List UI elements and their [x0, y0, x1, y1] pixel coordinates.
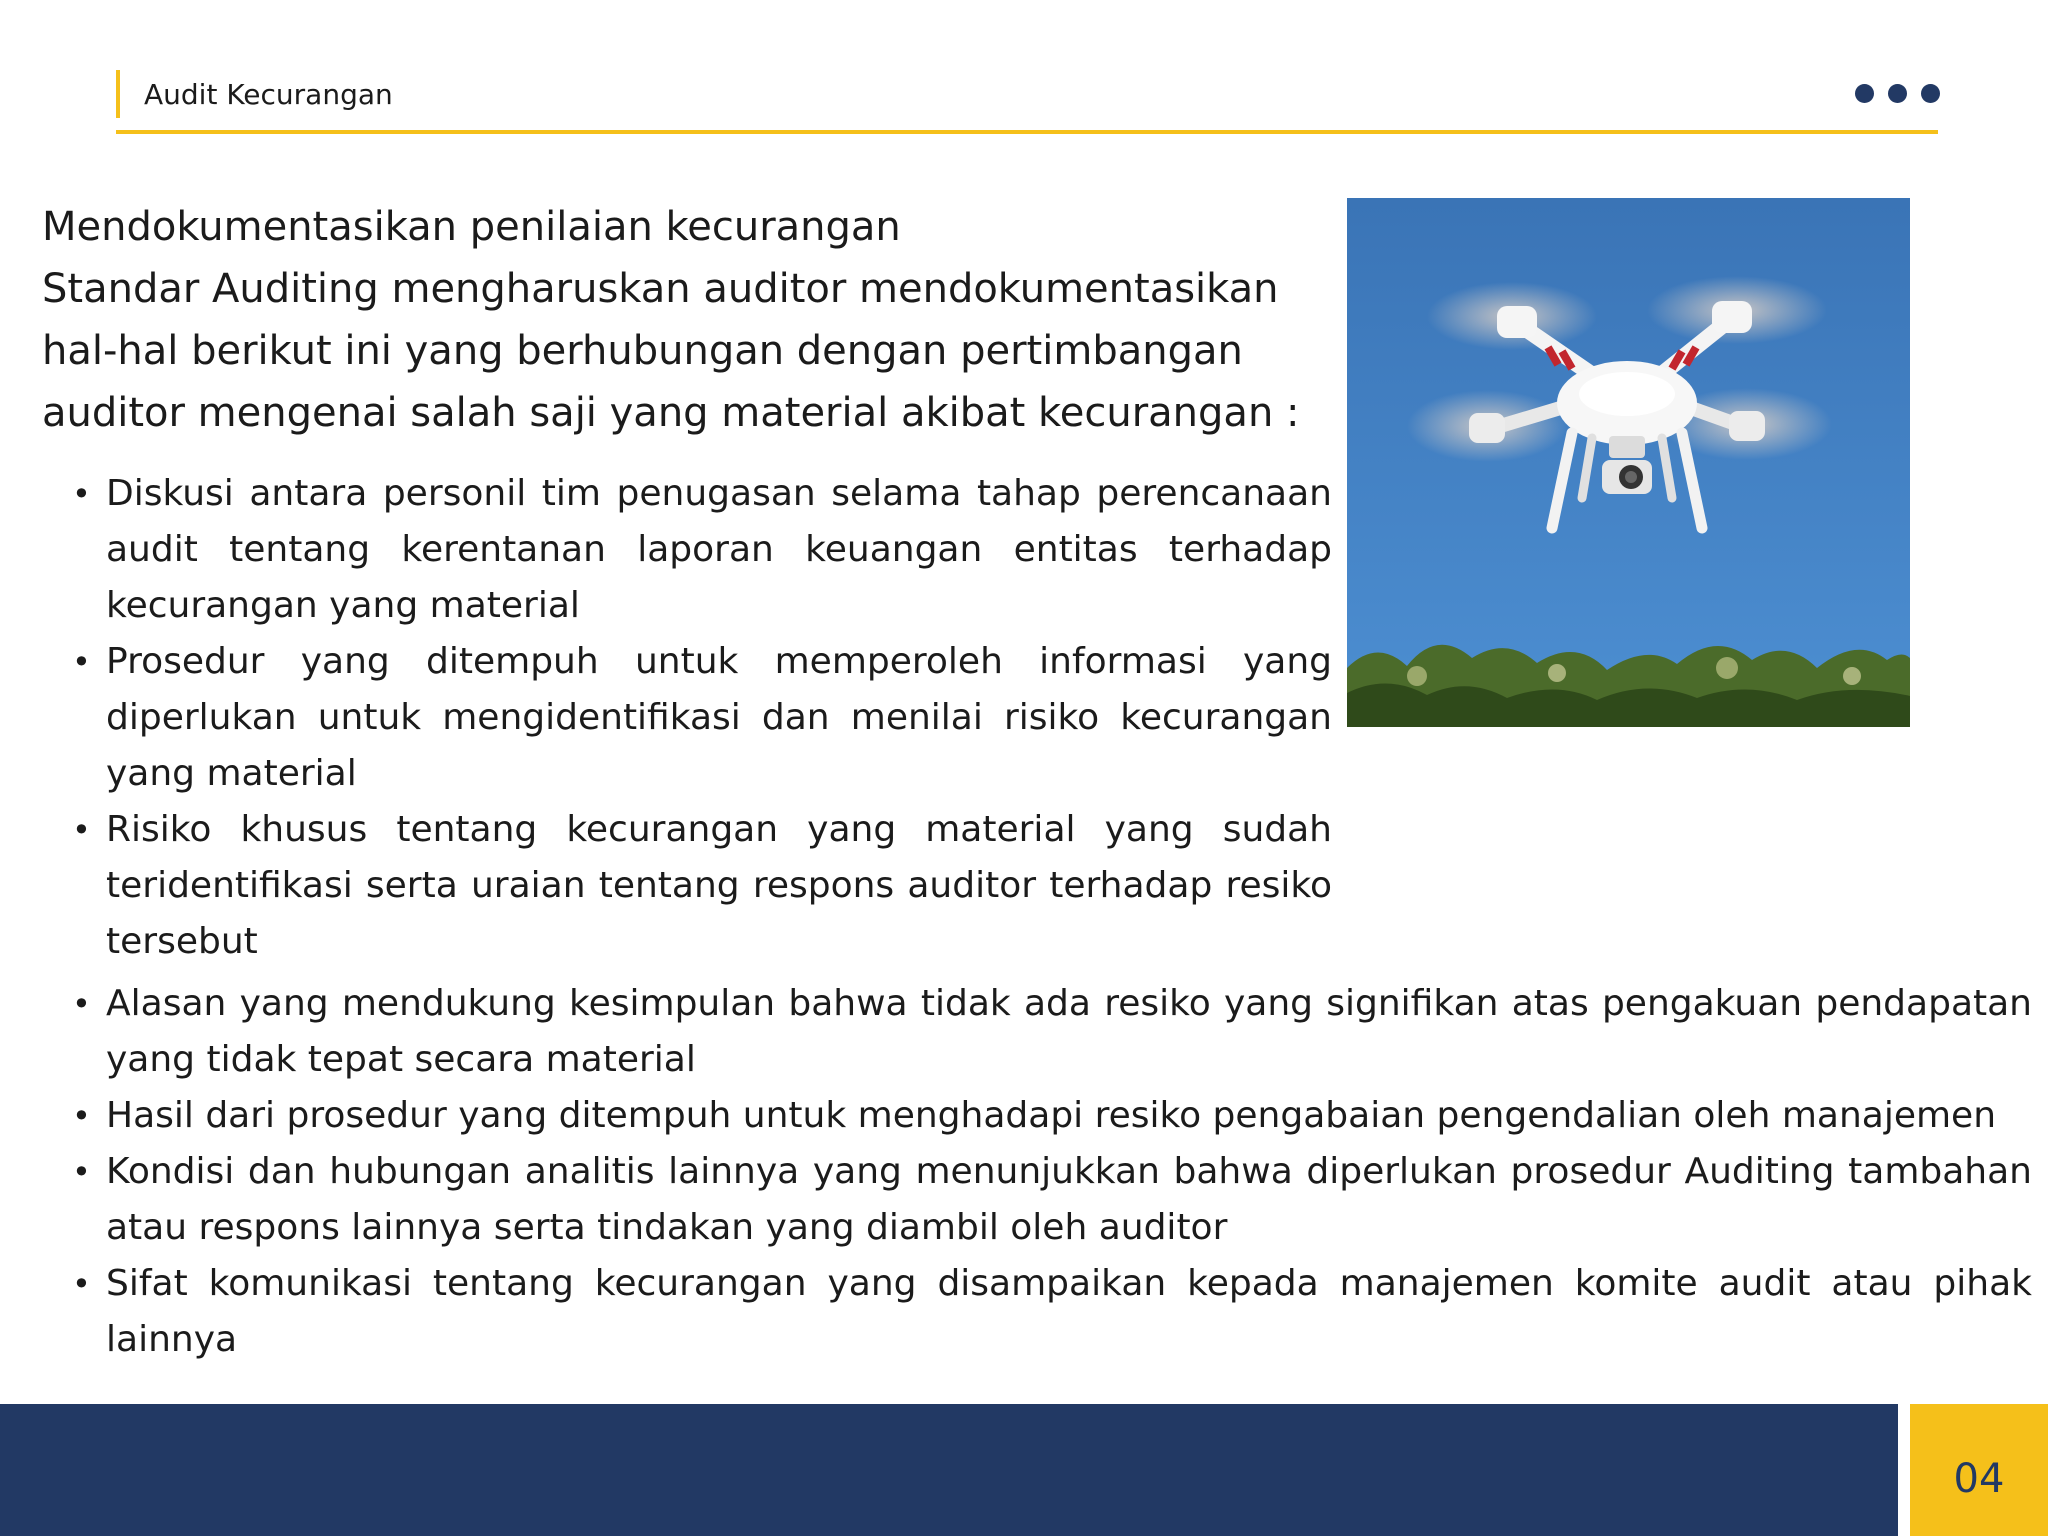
page-number-box — [1910, 1404, 2048, 1536]
list-item: • Hasil dari prosedur yang ditempuh untuk menghadapi resiko pengabaian pengendalian oleh manajemen — [72, 1088, 2032, 1144]
list-item: • Kondisi dan hubungan analitis lainnya yang menunjukkan bahwa diperlukan prosedur Auditing tambahan atau respons lainnya serta tindakan yang diambil oleh auditor — [72, 1144, 2032, 1256]
dot — [1921, 84, 1940, 103]
header-title: Audit Kecurangan — [144, 78, 393, 111]
list-item: • Risiko khusus tentang kecurangan yang material yang sudah teridentifikasi serta uraian tentang respons auditor terhadap resiko tersebut — [72, 802, 1332, 970]
intro-body: Standar Auditing mengharuskan auditor mendokumentasikan hal-hal berikut ini yang berhubungan dengan pertimbangan auditor mengenai salah saji yang material akibat kecurangan : — [42, 266, 1300, 436]
bullet-list — [72, 466, 2032, 1368]
header-divider — [116, 130, 1938, 134]
intro-heading: Mendokumentasikan penilaian kecurangan — [42, 204, 901, 250]
dot — [1888, 84, 1907, 103]
footer-bar — [0, 1404, 1898, 1536]
dot — [1855, 84, 1874, 103]
intro-text — [42, 196, 1322, 444]
more-options-dots-icon[interactable] — [1855, 84, 1940, 103]
list-item: • Prosedur yang ditempuh untuk memperoleh informasi yang diperlukan untuk mengidentifikasi dan menilai risiko kecurangan yang material — [72, 634, 1332, 802]
list-item: • Alasan yang mendukung kesimpulan bahwa tidak ada resiko yang signifikan atas pengakuan pendapatan yang tidak tepat secara material — [72, 976, 2032, 1088]
page-number: 04 — [1953, 1456, 2005, 1502]
header-accent-bar — [116, 70, 120, 118]
list-item: • Sifat komunikasi tentang kecurangan yang disampaikan kepada manajemen komite audit atau pihak lainnya — [72, 1256, 2032, 1368]
list-item: • Diskusi antara personil tim penugasan selama tahap perencanaan audit tentang kerentanan laporan keuangan entitas terhadap kecurangan yang material — [72, 466, 1332, 634]
